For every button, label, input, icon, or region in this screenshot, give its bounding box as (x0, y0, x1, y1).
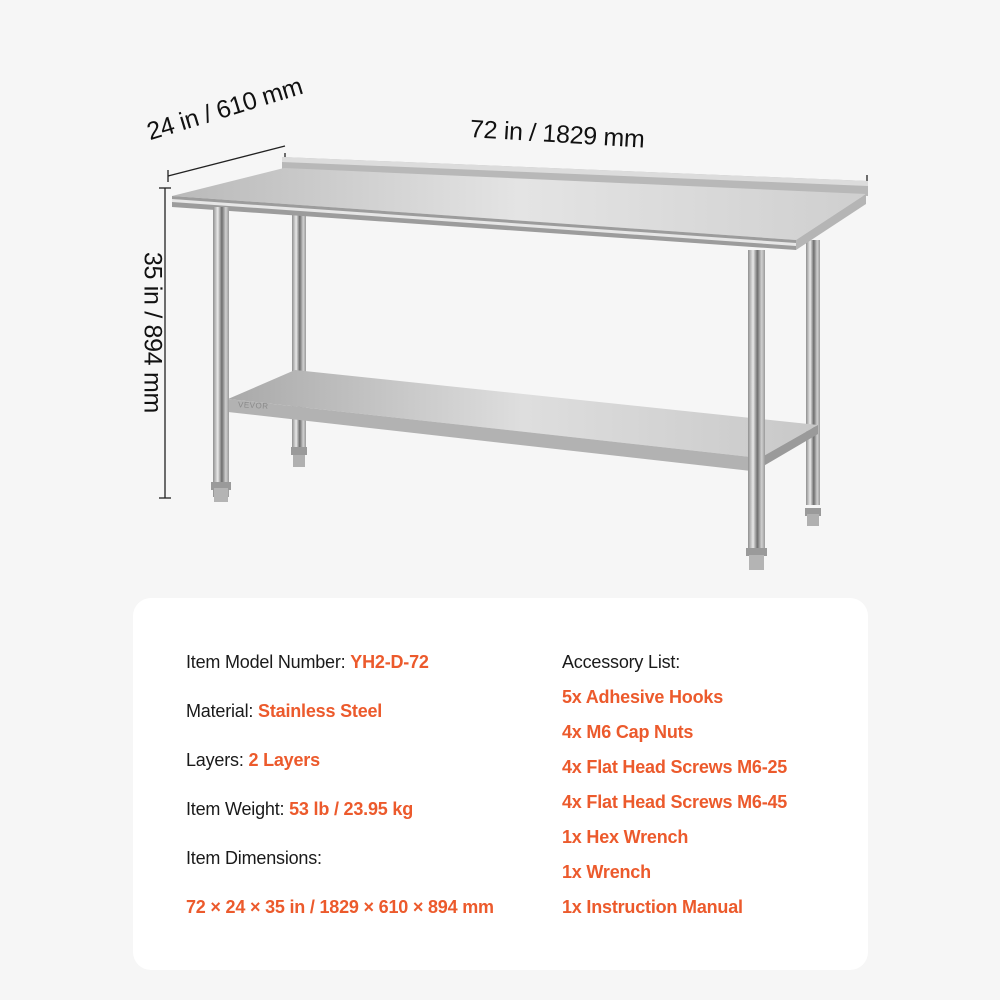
spec-label: Item Model Number: (186, 652, 346, 672)
spec-dimensions-value (186, 895, 494, 919)
spec-list (186, 650, 494, 944)
accessory-item: 4x M6 Cap Nuts (562, 722, 694, 742)
height-dimension-label: 35 in / 894 mm (138, 251, 167, 414)
brand-logo: VEVOR (237, 400, 269, 411)
spec-card (133, 598, 868, 970)
accessory-list (562, 650, 787, 930)
spec-label: Item Dimensions: (186, 848, 322, 868)
accessory-list-title: Accessory List: (562, 652, 681, 672)
accessory-item: 1x Wrench (562, 862, 651, 882)
depth-dimension-label: 24 in / 610 mm (143, 72, 306, 147)
spec-model (186, 650, 494, 674)
spec-weight (186, 797, 494, 821)
spec-value: YH2-D-72 (350, 652, 429, 672)
spec-label: Item Weight: (186, 799, 285, 819)
spec-label: Layers: (186, 750, 244, 770)
spec-material (186, 699, 494, 723)
spec-layers (186, 748, 494, 772)
accessory-item: 4x Flat Head Screws M6-25 (562, 757, 788, 777)
spec-value: Stainless Steel (258, 701, 383, 721)
spec-value: 2 Layers (248, 750, 320, 770)
spec-value: 72 × 24 × 35 in / 1829 × 610 × 894 mm (186, 897, 494, 917)
spec-dimensions-label (186, 846, 494, 870)
accessory-item: 5x Adhesive Hooks (562, 687, 723, 707)
accessory-item: 1x Hex Wrench (562, 827, 689, 847)
accessory-item: 4x Flat Head Screws M6-45 (562, 792, 788, 812)
spec-value: 53 lb / 23.95 kg (289, 799, 413, 819)
width-dimension-label: 72 in / 1829 mm (469, 115, 646, 154)
spec-label: Material: (186, 701, 254, 721)
accessory-item: 1x Instruction Manual (562, 897, 743, 917)
